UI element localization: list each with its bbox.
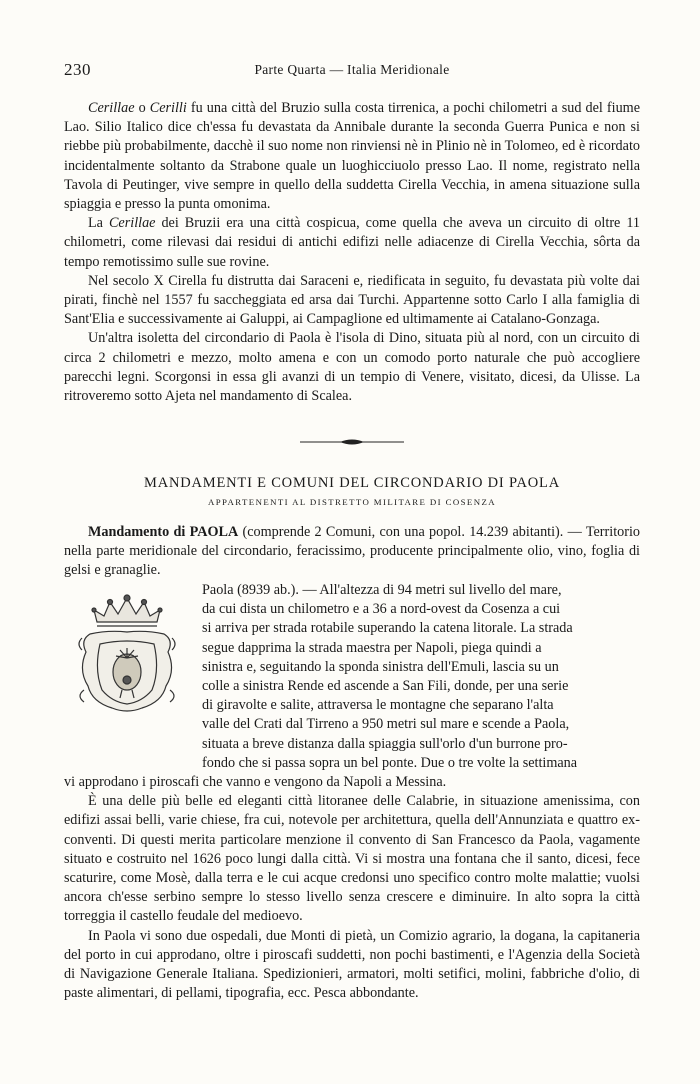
conjunction: o bbox=[134, 100, 150, 116]
line-5: sinistra e, seguitando la sponda sinistra dell'Emuli, lascia su un bbox=[202, 658, 559, 675]
line-10: fondo che si passa sopra un bel ponte. Due o tre volte la settimana bbox=[202, 754, 578, 771]
term-cerillae: Cerillae bbox=[88, 100, 135, 116]
mandamento-label: Mandamento di PAOLA bbox=[88, 524, 239, 540]
term-cerillae-2: Cerillae bbox=[108, 215, 156, 232]
mandamento-text: (comprende 2 Comuni, con una popol. 14.239 abitanti). — Territorio nella parte meridionale del circondario, feracissimo, producente principalmente olio, vino, foglia di gelsi e granaglie. bbox=[64, 524, 640, 579]
line-9: situata a breve distanza dalla spiaggia sull'orlo d'un burrone pro- bbox=[202, 735, 568, 752]
paragraph-cerillae bbox=[64, 99, 640, 214]
page-number: 230 bbox=[64, 60, 91, 79]
running-title: Parte Quarta — Italia Meridionale bbox=[254, 62, 450, 77]
intro-text bbox=[64, 99, 640, 406]
line-7: di giravolte e salite, attraversa le montagne che separano l'alta bbox=[202, 697, 554, 714]
line-2: da cui dista un chilometro e a 36 a nord-ovest da Cosenza a cui bbox=[202, 601, 561, 618]
paola-float-column bbox=[202, 581, 640, 773]
paragraph-dino: Un'altra isoletta del circondario di Paola è l'isola di Dino, situata più al nord, con un circuito di circa 2 chilometri e mezzo, molto amena e con un comodo porto naturale che può accogliere parecchi legni. Scorgonsi in essa gli avanzi di un tempio di Venere, visitato, dicesi, da Ulisse. La ritroveremo sotto Ajeta nel mandamento di Scalea. bbox=[64, 330, 640, 405]
line-8: valle del Crati dal Tirreno a 950 metri sul mare e scende a Paola, bbox=[202, 716, 570, 733]
paragraph-istituzioni: In Paola vi sono due ospedali, due Monti di pietà, un Comizio agrario, la dogana, la capitaneria del porto in cui approdano, oltre i piroscafi suddetti, non pochi bastimenti, e l'Agenzia della Società di Navigazione Generale Italiana. Spedizionieri, armatori, molti setifici, molini, fabbriche d'olio, di paste alimentari, di pellami, tipografia, ecc. Pesca abbondante. bbox=[64, 927, 640, 1002]
paragraph-text: dei Bruzii era una città cospicua, come quella che aveva un circuito di oltre 11 chilometri, come rilevasi dai residui di antichi edifizi nelle adiacenze di Cirella Vecchia, sôrta da tempo remotissimo sulle sue rovine. bbox=[64, 215, 640, 270]
coat-of-arms-image bbox=[72, 590, 182, 720]
paola-full-column bbox=[64, 773, 640, 1003]
line-1: Paola (8939 ab.). — All'altezza di 94 metri sul livello del mare, bbox=[202, 582, 562, 598]
line-3: si arriva per strada rotabile superando la catena litorale. La strada bbox=[202, 620, 573, 637]
line-11: vi approdano i piroscafi che vanno e vengono da Napoli a Messina. bbox=[64, 774, 447, 790]
mandamento-paragraph bbox=[64, 523, 640, 581]
paragraph-bruzii bbox=[64, 214, 640, 272]
paragraph-citta: È una delle più belle ed eleganti città litoranee delle Calabrie, in situazione amenissima, con edifizi assai belli, varie chiese, fra cui, notevole per architettura, quella dell'Annunziata e quattro ex-conventi. Di questi merita particolare menzione il convento di San Francesco da Paola, vagamente situato e costruito nel 1626 poco lungi dalla città. Vi si mostra una fontana che il santo, dicesi, fece scaturire, come Mosè, dalla terra e le cui acque credonsi uno specifico contro molte malattie; vuolsi ancora ch'esse serbino sempre lo stesso livello senza crescere e diminuire. In alto sopra la città torreggia il castello feudale del medioevo. bbox=[64, 793, 640, 925]
section-subtitle: APPARTENENTI AL DISTRETTO MILITARE DI COSENZA bbox=[208, 497, 496, 507]
ornament-divider bbox=[300, 436, 404, 448]
term-cerilli: Cerilli bbox=[149, 100, 187, 116]
line-4: segue dapprima la strada maestra per Napoli, piega quindi a bbox=[202, 639, 542, 656]
paragraph-saraceni: Nel secolo X Cirella fu distrutta dai Saraceni e, riedificata in seguito, fu devastata più volte dai pirati, finchè nel 1557 fu saccheggiata ed arsa dai Turchi. Appartenne sotto Carlo I alla famiglia di Sant'Elia e successivamente ai Galuppi, ai Campaglione ed ultimamente ai Catalano-Gonzaga. bbox=[64, 272, 640, 328]
paragraph-text: fu una città del Bruzio sulla costa tirrenica, a pochi chilometri a sud del fiume Lao. Silio Italico dice ch'essa fu devastata da Annibale durante la seconda Guerra Punica e non si riebbe più probabilmente, dacchè il suo nome non rinviensi nè in Plinio nè in Tolomeo, ed è ricordato incidentalmente soltanto da Strabone quale un luoghicciuolo presso Lao. Il nome, registrato nella Tavola di Peutinger, vive sempre in quello della suddetta Cirella Vecchia, in amena situazione sulla spiaggia e presso la punta omonima. bbox=[64, 100, 641, 213]
line-6: colle a sinistra Rende ed ascende a San Fili, donde, per una serie bbox=[202, 678, 569, 695]
paragraph-lead: La bbox=[88, 215, 109, 232]
page-header bbox=[64, 60, 640, 84]
section-title: MANDAMENTI E COMUNI DEL CIRCONDARIO DI PAOLA bbox=[144, 475, 560, 491]
